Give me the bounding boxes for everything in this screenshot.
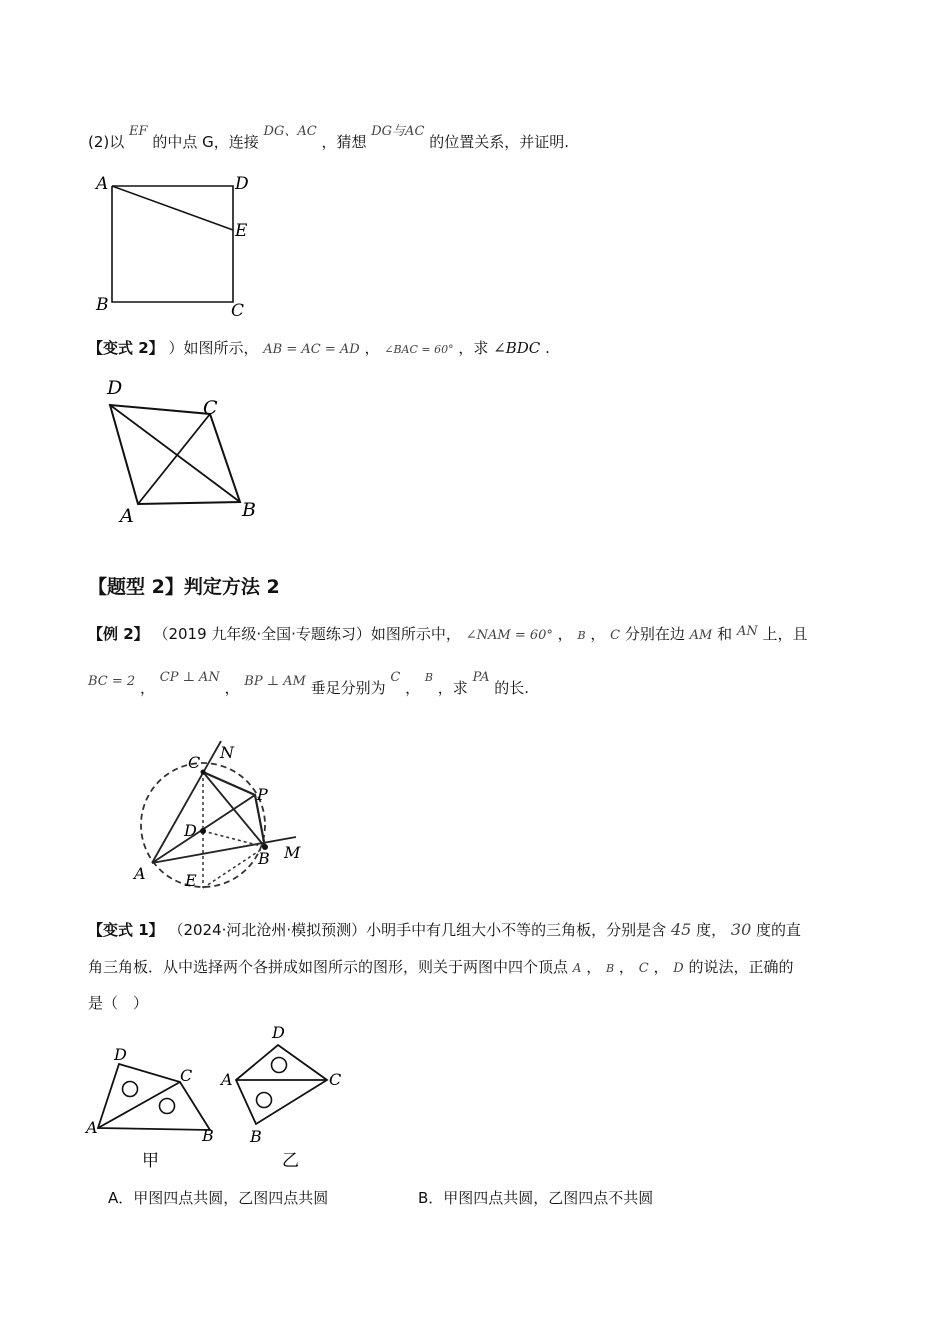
label-b: B xyxy=(242,499,256,521)
label-d: D xyxy=(235,174,249,194)
option-a[interactable]: A．甲图四点共圆，乙图四点共圆 xyxy=(108,1189,329,1207)
question-2-text: (2)以 EF 的中点 G，连接 DG、AC ，猜想 DG与AC 的位置关系，并证明. xyxy=(88,124,569,151)
option-b[interactable]: B．甲图四点共圆，乙图四点不共圆 xyxy=(418,1189,654,1207)
variant-1-line-1: 【变式 1】 （2024·河北沧州·模拟预测）小明手中有几组大小不等的三角板，分别是含 45 度， 30 度的直 xyxy=(88,920,802,939)
jia-label-a: A xyxy=(86,1118,98,1137)
label-b: B xyxy=(258,849,270,868)
variant-2-tag: 【变式 2】 xyxy=(88,339,164,357)
math-angle-bdc: ∠BDC xyxy=(493,339,541,357)
yi-label-b: B xyxy=(250,1127,262,1146)
variant-1-line-3: 是（ ） xyxy=(88,994,149,1012)
math-dg-ac: DG、AC xyxy=(263,124,317,139)
square-figure xyxy=(90,170,260,320)
label-m: M xyxy=(284,843,301,862)
example-2-line-2: BC = 2 ， CP ⊥ AN ， BP ⊥ AM 垂足分别为 C ， $^B$ ，求 PA 的长. xyxy=(88,670,530,697)
math-bc-2: BC = 2 xyxy=(88,674,136,689)
label-c: C xyxy=(188,753,201,772)
triangles-figure xyxy=(82,1020,362,1175)
label-e: E xyxy=(185,871,197,890)
section-heading: 【题型 2】判定方法 2 xyxy=(88,576,280,598)
label-d: D xyxy=(107,377,123,399)
caption-jia: 甲 xyxy=(142,1151,159,1171)
variant-1-line-2: 角三角板．从中选择两个各拼成如图所示的图形，则关于两图中四个顶点 A ， B ， C ， D 的说法，正确的 xyxy=(88,958,794,976)
label-a: A xyxy=(120,505,134,527)
math-dg-and-ac: DG与AC xyxy=(371,124,425,139)
circle-figure xyxy=(128,738,318,898)
example-2-tag: 【例 2】 xyxy=(88,625,149,643)
math-angle-nam: ∠NAM = 60° xyxy=(465,628,553,643)
yi-label-c: C xyxy=(329,1070,342,1089)
jia-label-c: C xyxy=(180,1066,193,1085)
caption-yi: 乙 xyxy=(282,1151,299,1171)
label-p: P xyxy=(257,785,268,804)
label-b: B xyxy=(96,295,109,315)
label-d: D xyxy=(184,821,197,840)
label-c: C xyxy=(203,397,218,419)
math-ef: EF xyxy=(129,124,148,139)
label-a: A xyxy=(134,864,146,883)
rhombus-figure xyxy=(95,372,275,532)
math-cp-perp-an: CP ⊥ AN xyxy=(159,670,220,685)
label-a: A xyxy=(96,174,109,194)
jia-label-b: B xyxy=(202,1126,214,1145)
label-n: N xyxy=(220,743,234,762)
math-ab-ac-ad: AB = AC = AD xyxy=(263,342,360,357)
label-c: C xyxy=(231,301,245,320)
yi-label-d: D xyxy=(272,1023,285,1042)
math-angle-bac: ∠BAC = 60° xyxy=(384,343,454,356)
example-2-line-1: 【例 2】 （2019 九年级·全国·专题练习）如图所示中， ∠NAM = 60° ， B ， C 分别在边 AM 和 AN 上，且 xyxy=(88,624,808,643)
yi-label-a: A xyxy=(221,1070,233,1089)
variant-1-tag: 【变式 1】 xyxy=(88,921,164,939)
math-bp-perp-am: BP ⊥ AM xyxy=(244,674,306,689)
label-e: E xyxy=(235,221,248,241)
variant-2-text: 【变式 2】 ）如图所示， AB = AC = AD ， ∠BAC = 60° ，求 ∠BDC . xyxy=(88,339,550,357)
jia-label-d: D xyxy=(114,1045,127,1064)
